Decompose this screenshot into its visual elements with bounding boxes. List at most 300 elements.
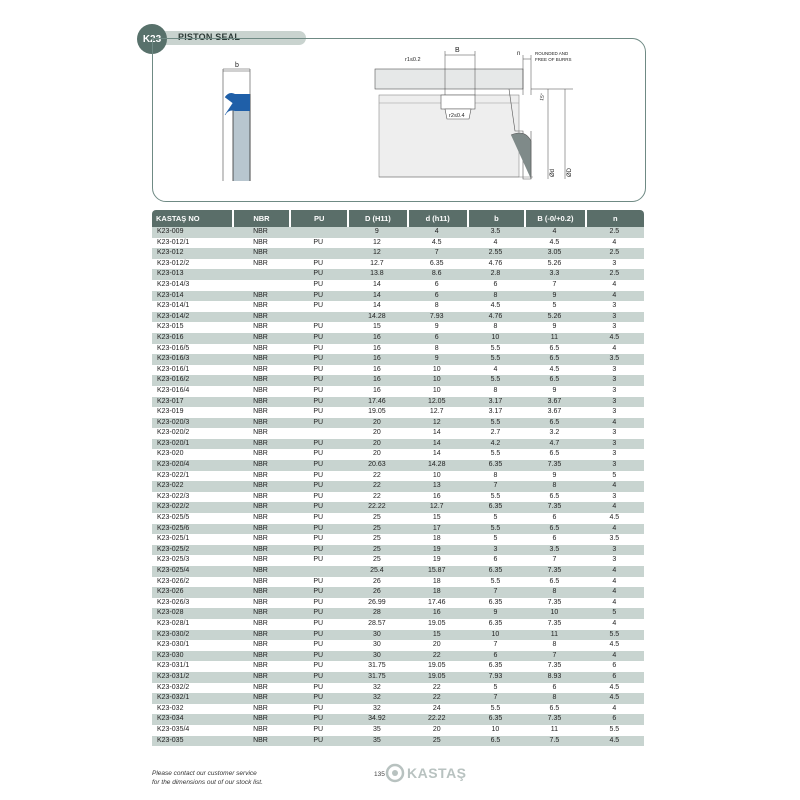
table-cell: 19.05 (407, 672, 467, 683)
table-cell: 3.3 (524, 269, 584, 280)
table-row (152, 545, 644, 556)
table-cell: 6.35 (488, 598, 503, 606)
table-row (152, 481, 644, 492)
table-cell: 19 (407, 545, 467, 556)
table-cell: 25 (407, 736, 467, 747)
table-cell: 15 (407, 630, 467, 641)
table-row (152, 640, 644, 651)
table-cell: PU (289, 693, 347, 704)
table-cell: K23-025/4 (152, 566, 232, 577)
table-cell: 5.5 (490, 704, 501, 712)
table-cell: PU (289, 587, 347, 598)
table-cell: 17.46 (427, 598, 446, 606)
table-cell: 11 (550, 725, 559, 733)
table-cell: PU (289, 672, 347, 683)
table-cell: 5 (612, 471, 617, 479)
table-cell: NBR (253, 683, 268, 691)
table-cell: PU (289, 481, 347, 492)
table-cell: 7.5 (524, 736, 584, 747)
table-cell: K23-014/3 (157, 280, 190, 288)
table-cell: 4.76 (488, 259, 503, 267)
logo-text: KASTAŞ (407, 765, 467, 781)
table-cell: NBR (253, 386, 268, 394)
table-cell: PU (313, 238, 324, 246)
table-cell: K23-016/3 (152, 354, 232, 365)
table-cell: 2.5 (585, 227, 644, 238)
footer-note-line-2: for the dimensions out of our stock list. (152, 779, 263, 786)
table-cell: 6.5 (549, 492, 560, 500)
table-cell: 6.35 (429, 259, 444, 267)
table-cell: 4.2 (467, 439, 525, 450)
table-cell: 7 (407, 248, 467, 259)
table-cell: K23-025/5 (157, 514, 190, 522)
table-cell: K23-014 (152, 291, 232, 302)
col-B: B (-0/+0.2) (524, 210, 584, 227)
table-cell: K23-032/2 (157, 683, 190, 691)
dia-d-label: Ød (550, 168, 556, 177)
table-cell: 4 (407, 227, 467, 238)
table-cell: PU (313, 323, 324, 331)
table-row (152, 397, 644, 408)
table-cell: 6.35 (488, 662, 503, 670)
table-cell: 13.8 (347, 269, 407, 280)
table-cell: NBR (232, 566, 290, 577)
table-cell: K23-034 (152, 714, 232, 725)
table-cell: 8 (493, 323, 498, 331)
table-cell: PU (289, 397, 347, 408)
table-cell: K23-012/1 (157, 238, 190, 246)
table-cell: 8 (434, 344, 439, 352)
table-cell: 25 (372, 514, 381, 522)
table-cell: 7 (467, 481, 525, 492)
table-cell (232, 269, 290, 280)
table-cell: NBR (253, 535, 268, 543)
table-cell: 19.05 (427, 662, 446, 670)
table-cell: 5.26 (524, 312, 584, 323)
table-cell: 3 (585, 312, 644, 323)
table-cell: NBR (232, 291, 290, 302)
table-cell: 4.5 (585, 333, 644, 344)
table-cell: 9 (434, 323, 439, 331)
table-cell: K23-016/2 (152, 375, 232, 386)
table-row (152, 555, 644, 566)
table-cell: NBR (253, 323, 268, 331)
table-cell: 22 (372, 492, 381, 500)
table-cell: NBR (232, 312, 290, 323)
table-cell: NBR (232, 354, 290, 365)
table-row (152, 428, 644, 439)
table-cell: NBR (232, 608, 290, 619)
table-cell: K23-016/5 (157, 344, 190, 352)
table-cell: 4 (585, 291, 644, 302)
table-cell: 9 (552, 386, 557, 394)
seal-cross-section (223, 62, 250, 181)
table-cell: 9 (552, 323, 557, 331)
table-cell: 28.57 (368, 619, 386, 627)
table-cell: 7.35 (524, 502, 584, 513)
col-kastas-no: KASTAŞ NO (152, 210, 232, 227)
table-cell: NBR (253, 619, 268, 627)
table-cell: PU (313, 619, 324, 627)
table-cell: K23-028/1 (157, 619, 190, 627)
table-row (152, 365, 644, 376)
table-row (152, 524, 644, 535)
table-cell: 6.5 (524, 354, 584, 365)
table-row (152, 534, 644, 545)
table-cell: 3.17 (488, 408, 503, 416)
table-cell: 5.5 (490, 577, 501, 585)
table-cell: 7.93 (467, 672, 525, 683)
table-cell: 4 (612, 619, 617, 627)
table-cell: NBR (232, 714, 290, 725)
table-cell: 2.8 (467, 269, 525, 280)
table-row (152, 651, 644, 662)
table-cell: NBR (232, 693, 290, 704)
table-cell: PU (289, 651, 347, 662)
table-cell: 28 (347, 608, 407, 619)
table-cell: NBR (232, 333, 290, 344)
table-cell: 7 (493, 641, 498, 649)
table-cell: 4.5 (549, 238, 560, 246)
table-cell: 26.99 (368, 598, 386, 606)
table-cell: 32 (347, 693, 407, 704)
table-cell: K23-032/1 (152, 693, 232, 704)
table-cell: PU (289, 418, 347, 429)
table-cell: PU (313, 365, 324, 373)
table-row (152, 598, 644, 609)
table-row (152, 227, 644, 238)
table-cell: 5 (493, 683, 498, 691)
table-cell: 8 (524, 693, 584, 704)
table-cell: 3 (585, 545, 644, 556)
table-cell: 11 (524, 630, 584, 641)
table-cell: K23-019 (157, 408, 184, 416)
table-cell: 9 (467, 608, 525, 619)
table-cell: 20 (372, 429, 381, 437)
logo-icon (385, 763, 405, 783)
dim-b-label: b (235, 62, 239, 69)
table-cell: PU (289, 439, 347, 450)
table-cell: NBR (253, 641, 268, 649)
page-number: 135 (374, 771, 385, 778)
table-cell: 6.35 (467, 714, 525, 725)
table-cell: PU (313, 450, 324, 458)
dim-B-label: B (455, 47, 460, 54)
table-cell: 3.5 (524, 545, 584, 556)
table-cell: 16 (347, 354, 407, 365)
table-cell: 6.5 (549, 344, 560, 352)
table-cell: PU (289, 714, 347, 725)
table-cell: 9 (524, 291, 584, 302)
table-cell (289, 248, 347, 259)
table-row (152, 291, 644, 302)
table-cell: 22.22 (407, 714, 467, 725)
table-cell: NBR (232, 545, 290, 556)
table-cell: 14 (347, 291, 407, 302)
table-row (152, 312, 644, 323)
table-cell: NBR (253, 471, 268, 479)
table-cell: K23-016/1 (157, 365, 190, 373)
angle-label: 15° (539, 92, 547, 102)
table-cell: 3.67 (524, 397, 584, 408)
table-cell: 4 (585, 651, 644, 662)
table-cell: K23-022/3 (157, 492, 190, 500)
table-cell: K23-035 (152, 736, 232, 747)
table-cell: 5.5 (467, 375, 525, 386)
col-D: D (H11) (347, 210, 407, 227)
table-cell: K23-020/2 (157, 429, 190, 437)
table-cell: 3 (612, 450, 617, 458)
table-cell: 8 (467, 291, 525, 302)
table-row (152, 577, 644, 588)
table-cell: 4 (585, 502, 644, 513)
table-cell: 10 (524, 608, 584, 619)
table-cell (289, 428, 347, 439)
table-cell: 3 (585, 397, 644, 408)
table-cell (289, 227, 347, 238)
table-cell: 26 (347, 587, 407, 598)
col-b: b (467, 210, 525, 227)
table-cell: PU (289, 736, 347, 747)
table-cell: 34.92 (347, 714, 407, 725)
table-cell: 22 (407, 693, 467, 704)
table-cell: NBR (253, 598, 268, 606)
table-cell: 3 (612, 556, 617, 564)
table-header-row (152, 210, 644, 227)
table-cell: K23-020/3 (152, 418, 232, 429)
table-cell: PU (313, 683, 324, 691)
table-cell: 3 (612, 323, 617, 331)
table-cell: NBR (232, 397, 290, 408)
table-cell: 4 (612, 280, 617, 288)
table-cell: 6.5 (549, 450, 560, 458)
table-cell: 8 (524, 481, 584, 492)
table-cell: 4 (612, 238, 617, 246)
table-cell: PU (289, 460, 347, 471)
table-cell: NBR (232, 651, 290, 662)
n-label: n (517, 51, 521, 57)
table-cell: 7.93 (407, 312, 467, 323)
table-cell: 16 (407, 608, 467, 619)
table-cell: 12 (372, 238, 381, 246)
table-cell: NBR (232, 439, 290, 450)
table-row (152, 736, 644, 747)
table-cell: 30 (372, 641, 381, 649)
table-cell: 7 (552, 556, 557, 564)
table-cell: PU (313, 556, 324, 564)
table-row (152, 683, 644, 694)
table-cell: 4.7 (524, 439, 584, 450)
table-cell: 16 (347, 333, 407, 344)
table-cell: 32 (372, 704, 381, 712)
table-cell: 6 (612, 662, 617, 670)
table-cell: 6.5 (524, 375, 584, 386)
table-cell: PU (289, 630, 347, 641)
table-cell: 3 (612, 429, 617, 437)
table-cell: 4 (585, 524, 644, 535)
table-cell: 6.35 (467, 460, 525, 471)
table-cell: 6.5 (524, 524, 584, 535)
table-cell: K23-031/2 (152, 672, 232, 683)
col-nbr: NBR (232, 210, 290, 227)
table-cell: K23-009 (152, 227, 232, 238)
table-cell: 14 (372, 302, 381, 310)
table-cell: 31.75 (368, 662, 386, 670)
table-cell: 7 (467, 587, 525, 598)
table-cell: 12.7 (407, 502, 467, 513)
table-cell: K23-022/2 (152, 502, 232, 513)
table-cell: K23-012/2 (157, 259, 190, 267)
table-cell: 6 (552, 514, 557, 522)
table-cell: 14 (372, 280, 381, 288)
table-cell: 2.55 (467, 248, 525, 259)
table-row (152, 375, 644, 386)
table-cell: NBR (253, 725, 268, 733)
table-cell: 2.5 (585, 248, 644, 259)
table-cell: 13 (407, 481, 467, 492)
table-cell: K23-026/2 (157, 577, 190, 585)
table-cell: 22 (347, 481, 407, 492)
table-row (152, 333, 644, 344)
table-row (152, 354, 644, 365)
table-cell: PU (289, 291, 347, 302)
table-cell: PU (313, 259, 324, 267)
table-cell: NBR (253, 302, 268, 310)
table-cell: 4.5 (549, 365, 560, 373)
table-row (152, 672, 644, 683)
table-cell: K23-017 (152, 397, 232, 408)
table-cell: 16 (432, 492, 441, 500)
table-cell: PU (289, 502, 347, 513)
table-cell: 5 (493, 535, 498, 543)
table-cell: K23-030/2 (152, 630, 232, 641)
table-cell: 5.5 (467, 354, 525, 365)
table-cell: 4 (585, 566, 644, 577)
table-row (152, 301, 644, 312)
table-cell: PU (289, 524, 347, 535)
table-cell: 6.5 (467, 736, 525, 747)
table-cell: PU (313, 471, 324, 479)
table-cell: K23-025/3 (157, 556, 190, 564)
table-cell: 9 (347, 227, 407, 238)
table-cell: K23-030/1 (157, 641, 190, 649)
table-cell: PU (313, 662, 324, 670)
table-cell: K23-016 (152, 333, 232, 344)
table-cell (289, 312, 347, 323)
table-cell: 18 (432, 577, 441, 585)
table-cell: NBR (232, 375, 290, 386)
table-cell: 7.35 (524, 566, 584, 577)
table-cell: NBR (232, 502, 290, 513)
table-cell: 3.67 (547, 408, 562, 416)
table-cell: K23-014/2 (152, 312, 232, 323)
table-cell: 9 (407, 354, 467, 365)
table-cell: 20 (347, 439, 407, 450)
table-cell: 17 (407, 524, 467, 535)
table-cell: K23-022/1 (157, 471, 190, 479)
table-cell: 6 (493, 280, 498, 288)
table-cell: 7 (524, 651, 584, 662)
table-row (152, 608, 644, 619)
table-row (152, 587, 644, 598)
table-cell: K23-015 (157, 323, 184, 331)
table-cell: NBR (253, 514, 268, 522)
table-row (152, 471, 644, 482)
table-cell: 17.46 (347, 397, 407, 408)
table-cell: 5 (493, 514, 498, 522)
table-cell: 4.5 (609, 514, 620, 522)
table-cell: 14.28 (347, 312, 407, 323)
table-cell: 22 (372, 471, 381, 479)
brand-logo (385, 762, 467, 784)
dia-D-label: ØD (567, 168, 573, 177)
table-cell: NBR (253, 492, 268, 500)
table-cell: 6 (467, 651, 525, 662)
table-cell: 10 (432, 365, 441, 373)
table-row (152, 502, 644, 513)
table-cell: 3 (612, 492, 617, 500)
table-cell: NBR (232, 460, 290, 471)
table-cell: PU (289, 608, 347, 619)
table-cell: 3 (585, 375, 644, 386)
table-cell: PU (289, 375, 347, 386)
table-cell: 5.5 (609, 725, 620, 733)
table-cell: 6 (552, 683, 557, 691)
table-cell: 25 (347, 545, 407, 556)
table-cell: 24 (432, 704, 441, 712)
table-cell: 4 (585, 481, 644, 492)
table-cell: K23-030 (152, 651, 232, 662)
table-cell: PU (313, 280, 324, 288)
table-cell: 16 (372, 386, 381, 394)
table-row (152, 386, 644, 397)
table-cell: 8.6 (407, 269, 467, 280)
table-cell: 4.5 (609, 683, 620, 691)
table-body (152, 227, 644, 746)
table-cell: 12.7 (370, 259, 384, 267)
table-cell: PU (313, 641, 324, 649)
table-cell: 6 (407, 333, 467, 344)
table-cell: 4.5 (585, 693, 644, 704)
table-cell: K23-031/1 (157, 662, 190, 670)
table-row (152, 344, 644, 355)
table-cell: 5.5 (467, 418, 525, 429)
table-cell: 20 (372, 450, 381, 458)
table-cell: 20 (347, 418, 407, 429)
table-cell: PU (313, 598, 324, 606)
table-cell: PU (313, 408, 324, 416)
table-cell: 6.5 (524, 418, 584, 429)
table-cell: 19.05 (368, 408, 386, 416)
table-cell: 4 (585, 587, 644, 598)
table-cell: 16 (347, 375, 407, 386)
table-row (152, 704, 644, 715)
table-cell: 8 (524, 587, 584, 598)
table-cell: NBR (232, 587, 290, 598)
table-cell (289, 566, 347, 577)
table-cell: NBR (253, 556, 268, 564)
technical-drawing (153, 39, 645, 201)
table-cell: NBR (232, 524, 290, 535)
table-row (152, 566, 644, 577)
table-cell: 22.22 (347, 502, 407, 513)
table-row (152, 322, 644, 333)
table-cell: 4 (493, 238, 498, 246)
table-row (152, 418, 644, 429)
table-cell: 7.35 (547, 598, 562, 606)
table-cell: NBR (232, 418, 290, 429)
table-cell: 14 (432, 429, 441, 437)
